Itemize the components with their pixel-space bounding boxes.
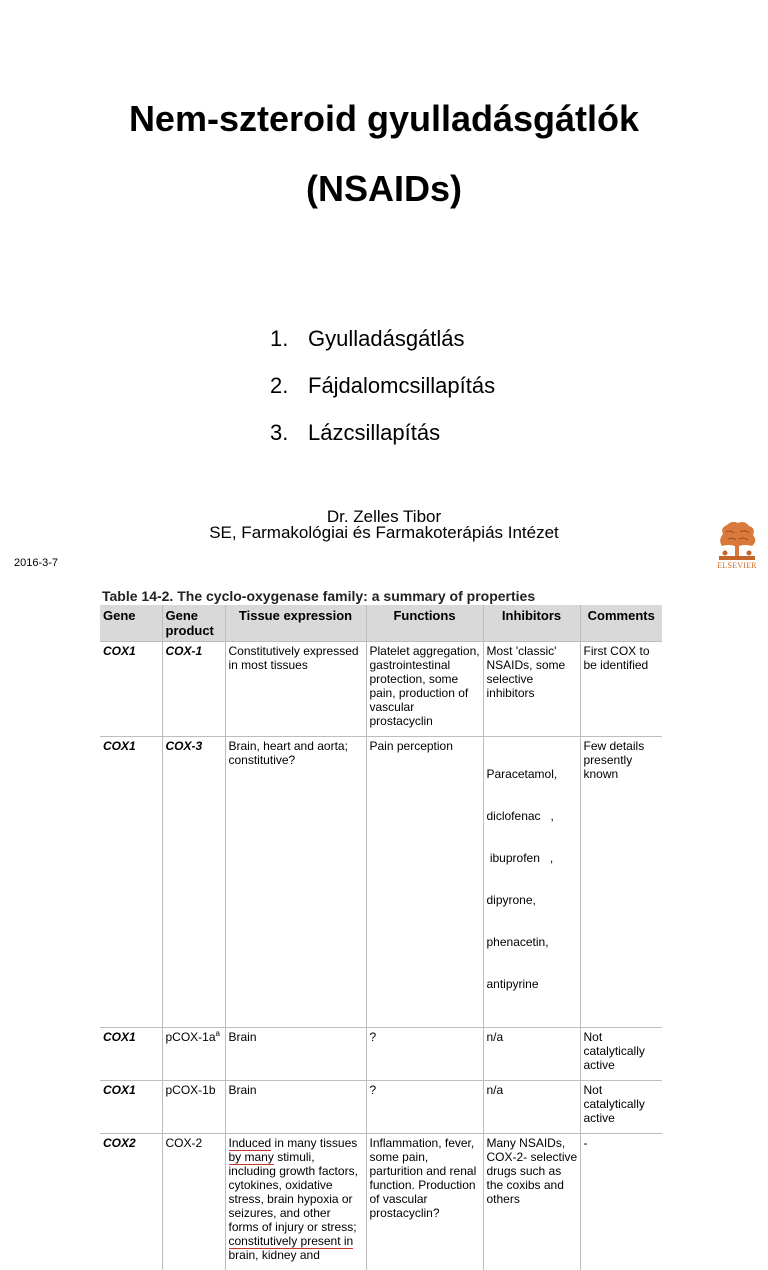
gene-product-cell: COX-3 bbox=[162, 737, 225, 1028]
comments-cell: First COX to be identified bbox=[580, 642, 662, 737]
table-header-row bbox=[100, 605, 662, 642]
list-item-number: 1. bbox=[270, 326, 308, 352]
table-row bbox=[100, 737, 662, 1028]
list-item bbox=[270, 373, 495, 420]
tissue-cell: Brain, heart and aorta; constitutive? bbox=[225, 737, 366, 1028]
main-title: Nem-szteroid gyulladásgátlók bbox=[0, 101, 768, 137]
tree-icon bbox=[714, 520, 760, 562]
functions-cell: Inflammation, fever, some pain, parturition and renal function. Production of vascular prostacyclin? bbox=[366, 1134, 483, 1270]
table-caption: Table 14-2. The cyclo-oxygenase family: a summary of properties bbox=[102, 588, 535, 604]
inhibitor-line: ibuprofen , bbox=[487, 851, 578, 865]
table-row bbox=[100, 1134, 662, 1270]
gene-product-cell: COX-1 bbox=[162, 642, 225, 737]
tissue-cell: Brain bbox=[225, 1081, 366, 1134]
inhibitor-line: dipyrone, bbox=[487, 893, 578, 907]
inhibitors-cell: Many NSAIDs, COX-2- selective drugs such as the coxibs and others bbox=[483, 1134, 580, 1270]
inhibitor-line: diclofenac , bbox=[487, 809, 578, 823]
list-item-number: 2. bbox=[270, 373, 308, 399]
list-item-label: Gyulladásgátlás bbox=[308, 326, 465, 352]
slide-date: 2016-3-7 bbox=[14, 557, 58, 569]
functions-cell: ? bbox=[366, 1081, 483, 1134]
gene-cell: COX1 bbox=[100, 642, 162, 737]
gene-cell: COX1 bbox=[100, 737, 162, 1028]
underlined-text: Induced bbox=[229, 1136, 272, 1151]
author-name: Dr. Zelles Tibor bbox=[0, 508, 768, 525]
author-institute: SE, Farmakológiai és Farmakoterápiás Intézet bbox=[0, 524, 768, 541]
tissue-text: in many tissues bbox=[271, 1136, 357, 1150]
column-header-gene: Gene bbox=[100, 605, 162, 642]
comments-cell: Few details presently known bbox=[580, 737, 662, 1028]
table-row bbox=[100, 1028, 662, 1081]
table-row bbox=[100, 642, 662, 737]
underlined-text: constitutively present in bbox=[229, 1234, 354, 1249]
gene-product-cell: COX-2 bbox=[162, 1134, 225, 1270]
list-item-number: 3. bbox=[270, 420, 308, 446]
functions-cell: Pain perception bbox=[366, 737, 483, 1028]
column-header-tissue-expression: Tissue expression bbox=[225, 605, 366, 642]
tissue-cell bbox=[225, 1134, 366, 1270]
topic-list bbox=[270, 326, 495, 467]
cox-properties-table bbox=[100, 605, 662, 1270]
gene-product-cell bbox=[162, 1028, 225, 1081]
inhibitor-line: antipyrine bbox=[487, 977, 578, 991]
underlined-text: by many bbox=[229, 1150, 274, 1165]
footnote-marker: a bbox=[216, 1029, 220, 1038]
gene-product-cell: pCOX-1b bbox=[162, 1081, 225, 1134]
column-header-inhibitors: Inhibitors bbox=[483, 605, 580, 642]
functions-cell: ? bbox=[366, 1028, 483, 1081]
column-header-functions: Functions bbox=[366, 605, 483, 642]
comments-cell: Not catalytically active bbox=[580, 1081, 662, 1134]
comments-cell: Not catalytically active bbox=[580, 1028, 662, 1081]
gene-cell: COX2 bbox=[100, 1134, 162, 1270]
list-item bbox=[270, 420, 495, 467]
functions-cell: Platelet aggregation, gastrointestinal protection, some pain, production of vascular prostacyclin bbox=[366, 642, 483, 737]
gene-cell: COX1 bbox=[100, 1081, 162, 1134]
inhibitor-line: Paracetamol, bbox=[487, 767, 578, 781]
inhibitors-cell: Most 'classic' NSAIDs, some selective inhibitors bbox=[483, 642, 580, 737]
inhibitors-cell: n/a bbox=[483, 1028, 580, 1081]
main-subtitle: (NSAIDs) bbox=[0, 171, 768, 207]
gene-product-text: pCOX-1a bbox=[166, 1030, 216, 1044]
list-item-label: Fájdalomcsillapítás bbox=[308, 373, 495, 399]
tissue-cell: Constitutively expressed in most tissues bbox=[225, 642, 366, 737]
tissue-text: stimuli, including growth factors, cytokines, oxidative stress, brain hypoxia or seizures, and other forms of injury or stress; bbox=[229, 1150, 358, 1234]
elsevier-logo bbox=[714, 520, 760, 572]
comments-cell: - bbox=[580, 1134, 662, 1270]
tissue-cell: Brain bbox=[225, 1028, 366, 1081]
inhibitors-cell bbox=[483, 737, 580, 1028]
table-row bbox=[100, 1081, 662, 1134]
list-item-label: Lázcsillapítás bbox=[308, 420, 440, 446]
list-item bbox=[270, 326, 495, 373]
gene-cell: COX1 bbox=[100, 1028, 162, 1081]
column-header-gene-product: Gene product bbox=[162, 605, 225, 642]
logo-text: ELSEVIER bbox=[714, 561, 760, 570]
tissue-text: brain, kidney and bbox=[229, 1248, 320, 1262]
inhibitor-line: phenacetin, bbox=[487, 935, 578, 949]
inhibitors-cell: n/a bbox=[483, 1081, 580, 1134]
column-header-comments: Comments bbox=[580, 605, 662, 642]
